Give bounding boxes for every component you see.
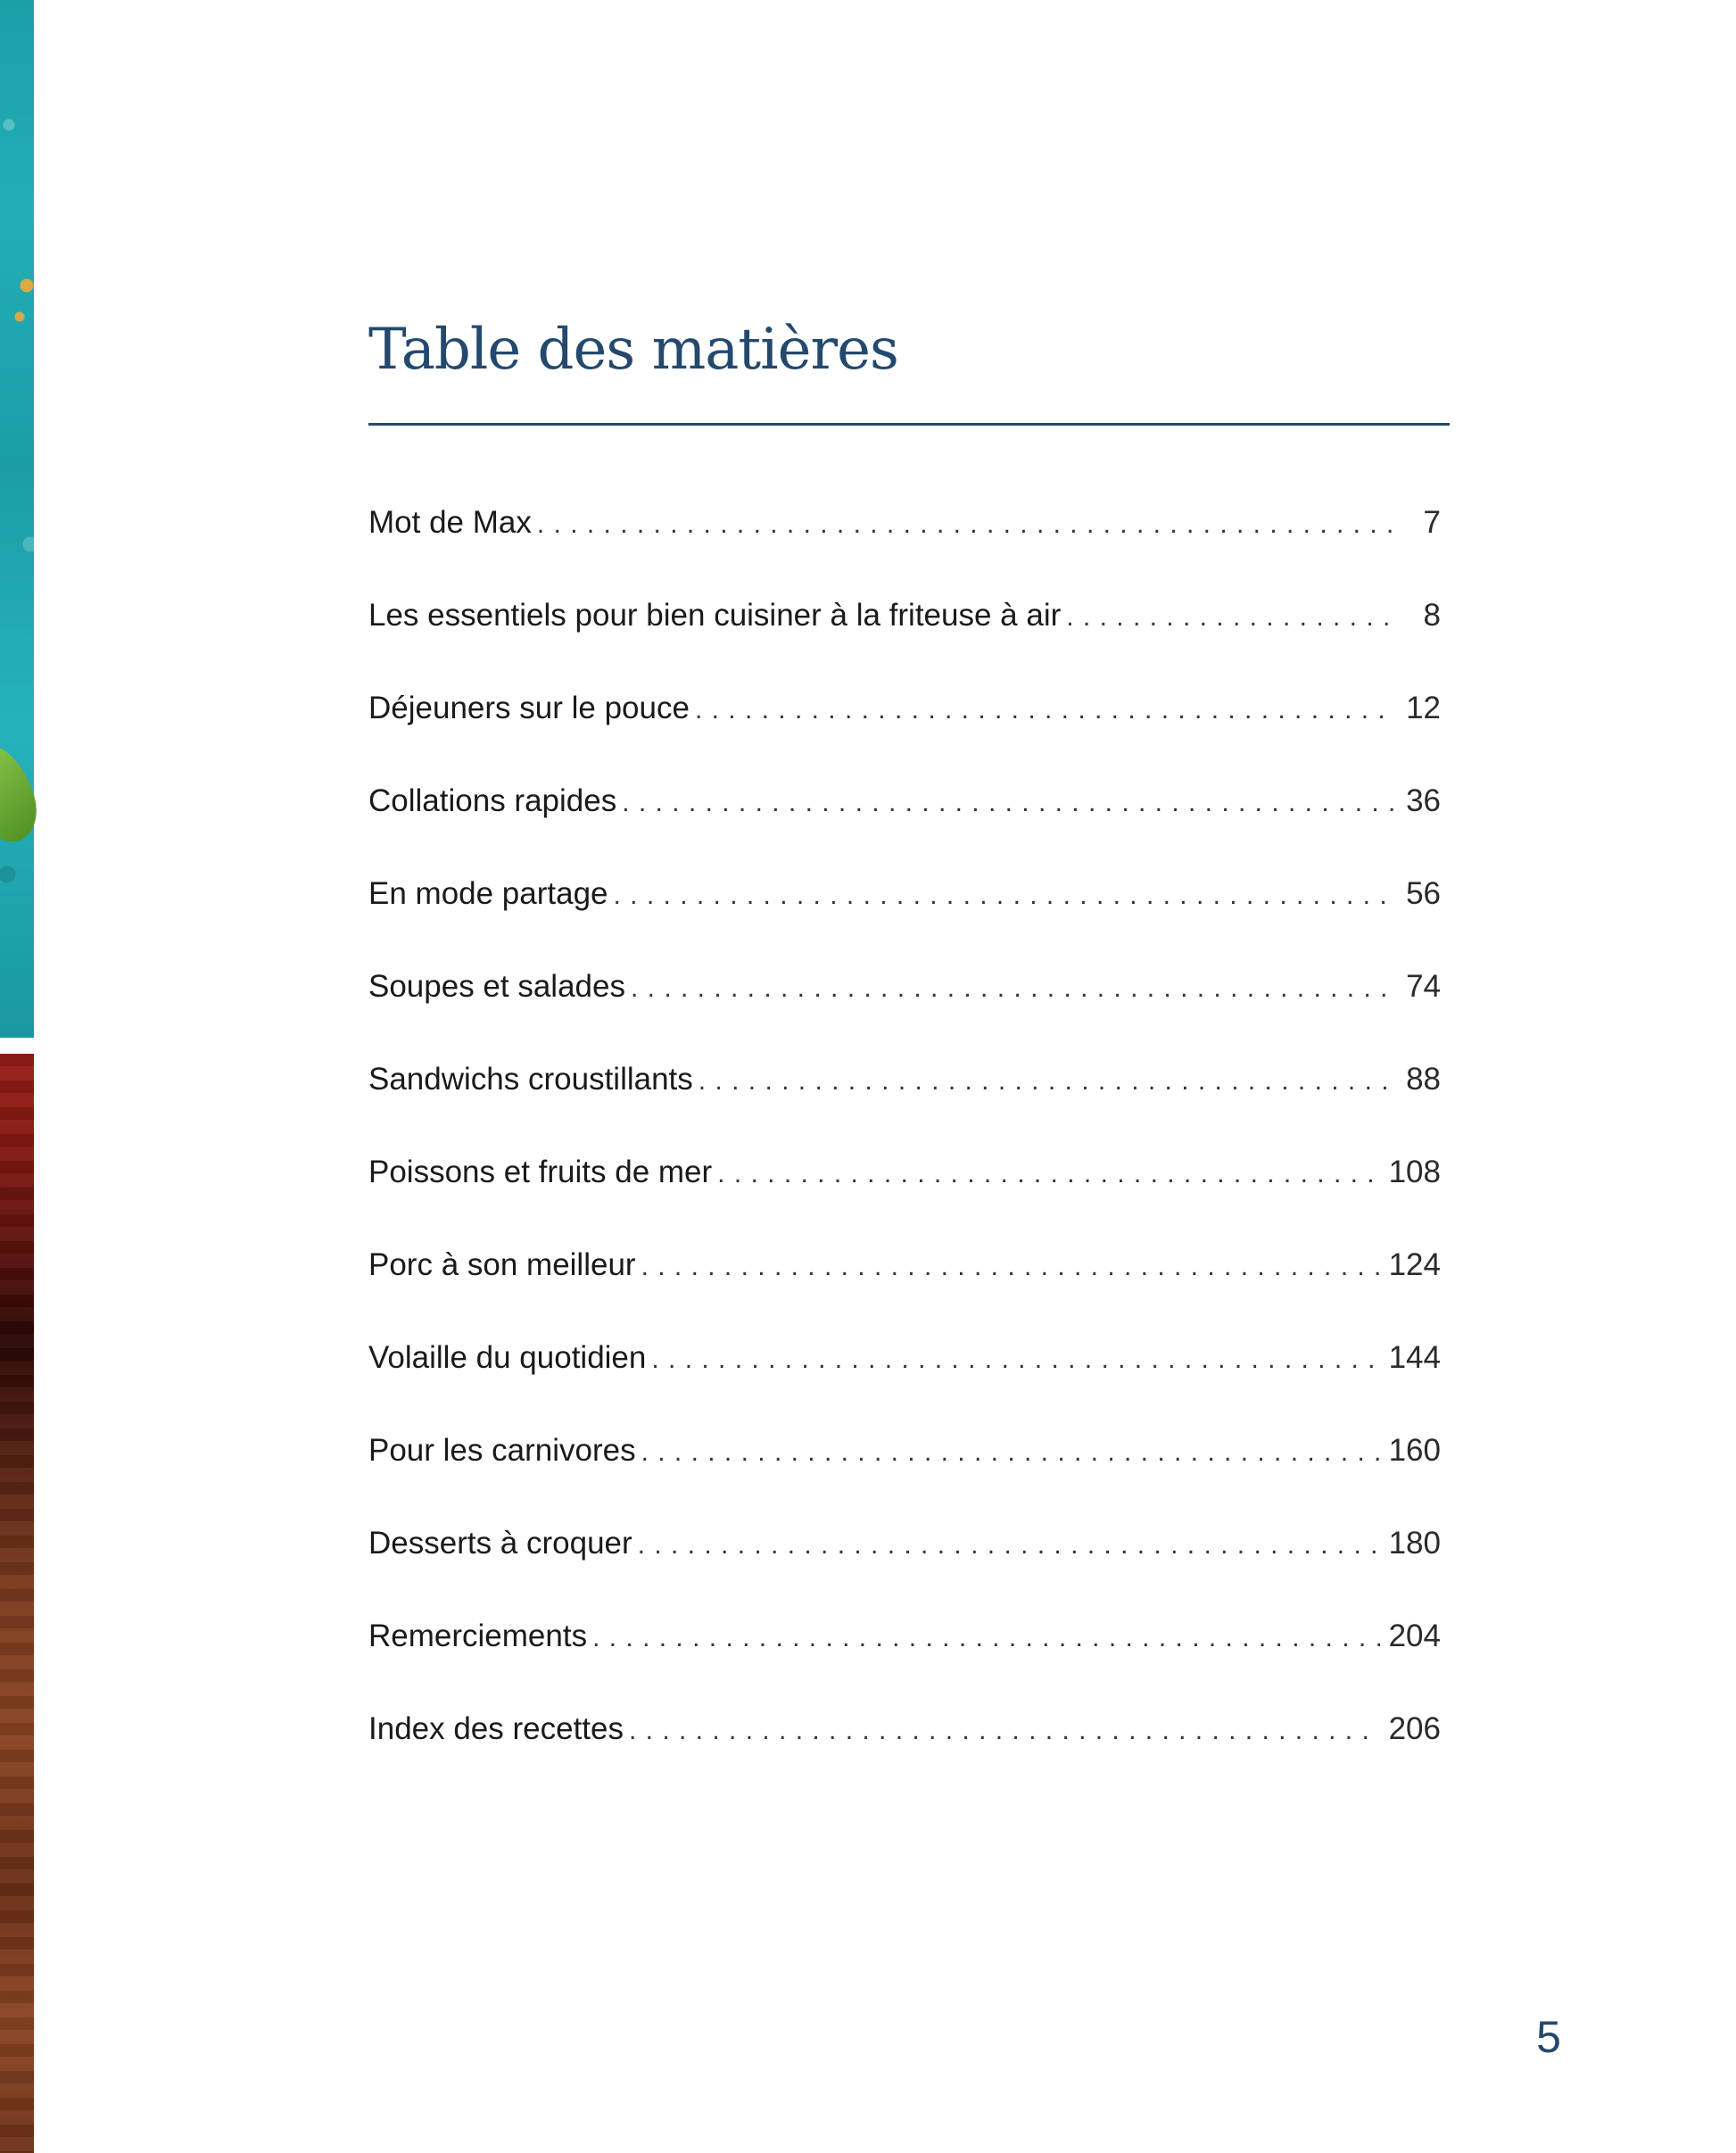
toc-entry[interactable]	[368, 476, 1441, 569]
dot-leader	[537, 509, 1396, 540]
toc-entry-label: Index des recettes	[368, 1711, 624, 1746]
toc-entry-page: 12	[1406, 691, 1441, 725]
dot-leader	[699, 1066, 1396, 1097]
toc-entry[interactable]	[368, 1033, 1441, 1126]
teal-food-photo-strip	[0, 0, 34, 1038]
toc-entry-label: Déjeuners sur le pouce	[368, 691, 690, 725]
toc-entry-label: Porc à son meilleur	[368, 1247, 636, 1282]
toc-entry-page: 7	[1423, 505, 1441, 540]
toc-entry-page: 88	[1406, 1062, 1441, 1097]
toc-entry[interactable]	[368, 940, 1441, 1033]
title-divider	[368, 423, 1450, 426]
toc-entry-label: Poissons et fruits de mer	[368, 1155, 713, 1189]
toc-entry-label: En mode partage	[368, 876, 608, 911]
dot-leader	[629, 1716, 1380, 1746]
toc-entry-page: 204	[1388, 1619, 1441, 1653]
toc-entry-label: Remerciements	[368, 1619, 588, 1653]
dot-leader	[1066, 602, 1396, 633]
toc-entry[interactable]	[368, 1126, 1441, 1219]
dot-leader	[717, 1159, 1379, 1189]
page-title: Table des matières	[368, 317, 898, 383]
toc-entry[interactable]	[368, 1497, 1441, 1590]
toc-entry-page: 56	[1406, 876, 1441, 911]
toc-entry[interactable]	[368, 1683, 1441, 1776]
toc-entry[interactable]	[368, 1312, 1441, 1404]
toc-entry[interactable]	[368, 848, 1441, 940]
basil-leaf-image	[0, 739, 45, 849]
toc-entry-page: 74	[1406, 969, 1441, 1004]
dot-leader	[651, 1345, 1379, 1375]
dot-leader	[614, 881, 1396, 911]
wood-photo-strip	[0, 1054, 34, 2153]
toc-entry-label: Collations rapides	[368, 783, 617, 818]
page-number: 5	[1536, 2012, 1561, 2062]
toc-entry-page: 180	[1388, 1526, 1441, 1561]
dot-leader	[638, 1530, 1380, 1561]
toc-entry-label: Sandwichs croustillants	[368, 1062, 693, 1097]
toc-entry[interactable]	[368, 569, 1441, 662]
toc-entry-label: Soupes et salades	[368, 969, 625, 1004]
toc-entry[interactable]	[368, 662, 1441, 755]
toc-entry[interactable]	[368, 1404, 1441, 1497]
toc-entry-page: 144	[1388, 1340, 1441, 1375]
toc-entry[interactable]	[368, 755, 1441, 848]
dot-leader	[641, 1437, 1380, 1468]
toc-entry-page: 160	[1388, 1433, 1441, 1468]
dot-leader	[631, 973, 1396, 1004]
dot-leader	[641, 1252, 1380, 1282]
toc-entry-label: Les essentiels pour bien cuisiner à la friteuse à air	[368, 598, 1062, 633]
toc-entry-page: 36	[1406, 783, 1441, 818]
toc-entry-label: Desserts à croquer	[368, 1526, 632, 1561]
toc-entry-label: Pour les carnivores	[368, 1433, 636, 1468]
toc-entry[interactable]	[368, 1219, 1441, 1312]
toc-entry-page: 108	[1388, 1155, 1441, 1189]
dot-leader	[695, 695, 1396, 725]
toc-entry-page: 124	[1388, 1247, 1441, 1282]
toc-entry-page: 8	[1423, 598, 1441, 633]
toc-entry-page: 206	[1388, 1711, 1441, 1746]
dot-leader	[592, 1623, 1380, 1653]
toc-entry[interactable]	[368, 1590, 1441, 1683]
toc-entries	[368, 476, 1441, 1776]
dot-leader	[622, 788, 1396, 818]
toc-entry-label: Volaille du quotidien	[368, 1340, 647, 1375]
toc-entry-label: Mot de Max	[368, 505, 532, 540]
